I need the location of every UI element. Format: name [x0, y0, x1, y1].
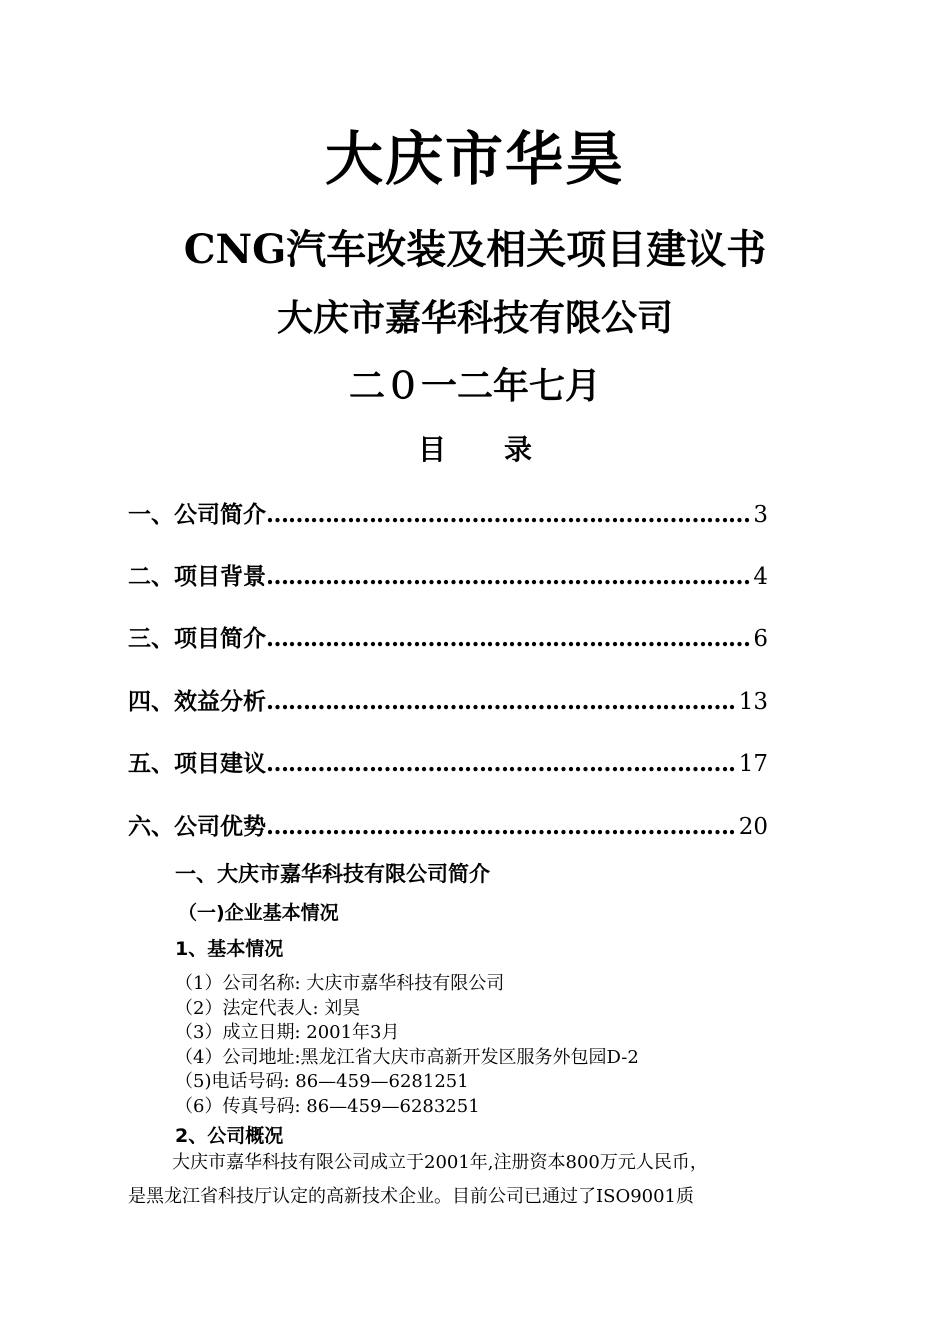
toc-item[interactable] [128, 620, 768, 653]
toc-item-label: 六、公司优势 [128, 813, 266, 840]
toc-item-label: 一、公司简介 [128, 501, 266, 528]
toc-leader-dots [266, 563, 751, 590]
toc-leader-dots [266, 625, 751, 652]
toc-leader-dots [266, 750, 737, 777]
toc-item-page: 17 [738, 751, 768, 777]
info-item: （3）成立日期: 2001年3月 [175, 1022, 400, 1043]
toc-item-page: 20 [738, 814, 768, 840]
overview-heading: 2、公司概况 [175, 1125, 284, 1147]
toc-item-page: 3 [753, 502, 768, 528]
cover-date: 二０一二年七月 [348, 365, 601, 407]
toc-item[interactable] [128, 558, 768, 591]
toc-item-page: 6 [753, 626, 768, 652]
cover-company: 大庆市嘉华科技有限公司 [276, 297, 673, 339]
toc-item-page: 13 [738, 689, 768, 715]
paragraph-line: 是黑龙江省科技厅认定的高新技术企业。目前公司已通过了ISO9001质 [128, 1186, 695, 1207]
toc-leader-dots [266, 501, 751, 528]
toc-item[interactable] [128, 496, 768, 529]
toc-item[interactable] [128, 745, 768, 778]
toc-item-page: 4 [753, 564, 768, 590]
toc-item[interactable] [128, 808, 768, 841]
section-subtitle: （一)企业基本情况 [178, 902, 339, 924]
toc-heading: 目录 [417, 433, 590, 466]
toc-item-label: 五、项目建议 [128, 750, 266, 777]
info-item: （5)电话号码: 86—459—6281251 [175, 1071, 469, 1092]
cover-title: 大庆市华昊 [324, 125, 625, 193]
cover-subtitle: CNG汽车改装及相关项目建议书 [183, 226, 767, 273]
toc-item-label: 二、项目背景 [128, 563, 266, 590]
info-item: （2）法定代表人: 刘昊 [175, 997, 361, 1019]
toc-leader-dots [266, 813, 737, 840]
overview-paragraph [128, 1146, 828, 1214]
toc-item-label: 四、效益分析 [128, 688, 266, 715]
basic-info-heading: 1、基本情况 [175, 938, 284, 960]
toc-leader-dots [266, 688, 737, 715]
basic-info-list [175, 972, 639, 1119]
toc-item[interactable] [128, 683, 768, 716]
toc-item-label: 三、项目简介 [128, 625, 266, 652]
info-item: （4）公司地址:黑龙江省大庆市高新开发区服务外包园D-2 [175, 1046, 639, 1068]
info-item: （6）传真号码: 86—459—6283251 [175, 1095, 480, 1117]
info-item: （1）公司名称: 大庆市嘉华科技有限公司 [175, 973, 505, 994]
section-title: 一、大庆市嘉华科技有限公司简介 [175, 862, 490, 886]
paragraph-line: 大庆市嘉华科技有限公司成立于2001年,注册资本800万元人民币， [172, 1152, 708, 1173]
